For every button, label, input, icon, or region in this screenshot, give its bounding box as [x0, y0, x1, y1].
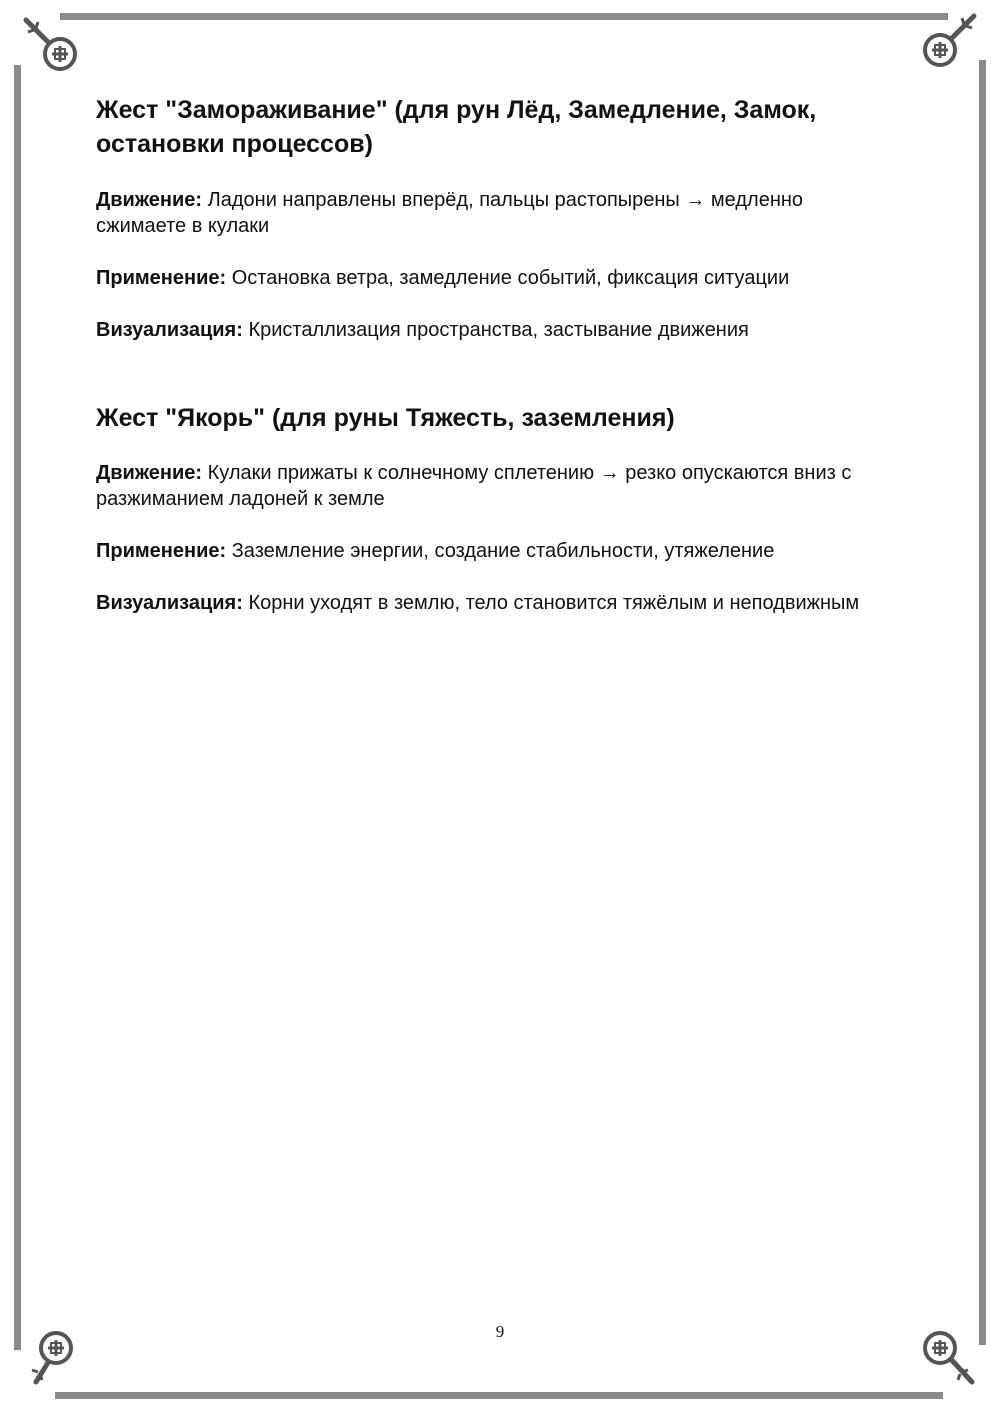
visualization-paragraph — [96, 317, 896, 343]
visualization-text: Корни уходят в землю, тело становится тяжёлым и неподвижным — [242, 592, 860, 614]
movement-label: Движение: — [96, 462, 203, 484]
application-text: Остановка ветра, замедление событий, фиксация ситуации — [226, 267, 790, 289]
page-number: 9 — [495, 1322, 505, 1341]
movement-text: Кулаки прижаты к солнечному сплетению → резко опускаются вниз с разжиманием ладоней к земле — [96, 462, 852, 510]
application-label: Применение: — [96, 267, 227, 289]
movement-text: Ладони направлены вперёд, пальцы растопырены → медленно сжимаете в кулаки — [96, 189, 804, 237]
frame-right-border — [979, 60, 986, 1345]
application-paragraph — [96, 538, 896, 564]
visualization-label: Визуализация: — [96, 592, 243, 614]
visualization-label: Визуализация: — [96, 319, 243, 341]
frame-bottom-border — [55, 1392, 943, 1399]
ornate-key-icon — [914, 1322, 978, 1386]
frame-left-border — [14, 65, 21, 1350]
movement-label: Движение: — [96, 189, 203, 211]
page-content — [96, 93, 896, 616]
visualization-paragraph — [96, 590, 896, 616]
application-text: Заземление энергии, создание стабильности, утяжеление — [226, 540, 775, 562]
movement-paragraph — [96, 187, 896, 239]
ornate-key-icon — [22, 16, 86, 80]
ornate-key-icon — [914, 12, 978, 76]
visualization-text: Кристаллизация пространства, застывание движения — [242, 319, 749, 341]
frame-top-border — [60, 13, 948, 20]
section-title-freeze: Жест "Замораживание" (для рун Лёд, Замедление, Замок, остановки процессов) — [96, 96, 817, 158]
application-paragraph — [96, 265, 896, 291]
movement-paragraph — [96, 460, 896, 512]
section-title-anchor: Жест "Якорь" (для руны Тяжесть, заземления) — [96, 404, 675, 432]
application-label: Применение: — [96, 540, 227, 562]
ornate-key-icon — [22, 1322, 86, 1386]
